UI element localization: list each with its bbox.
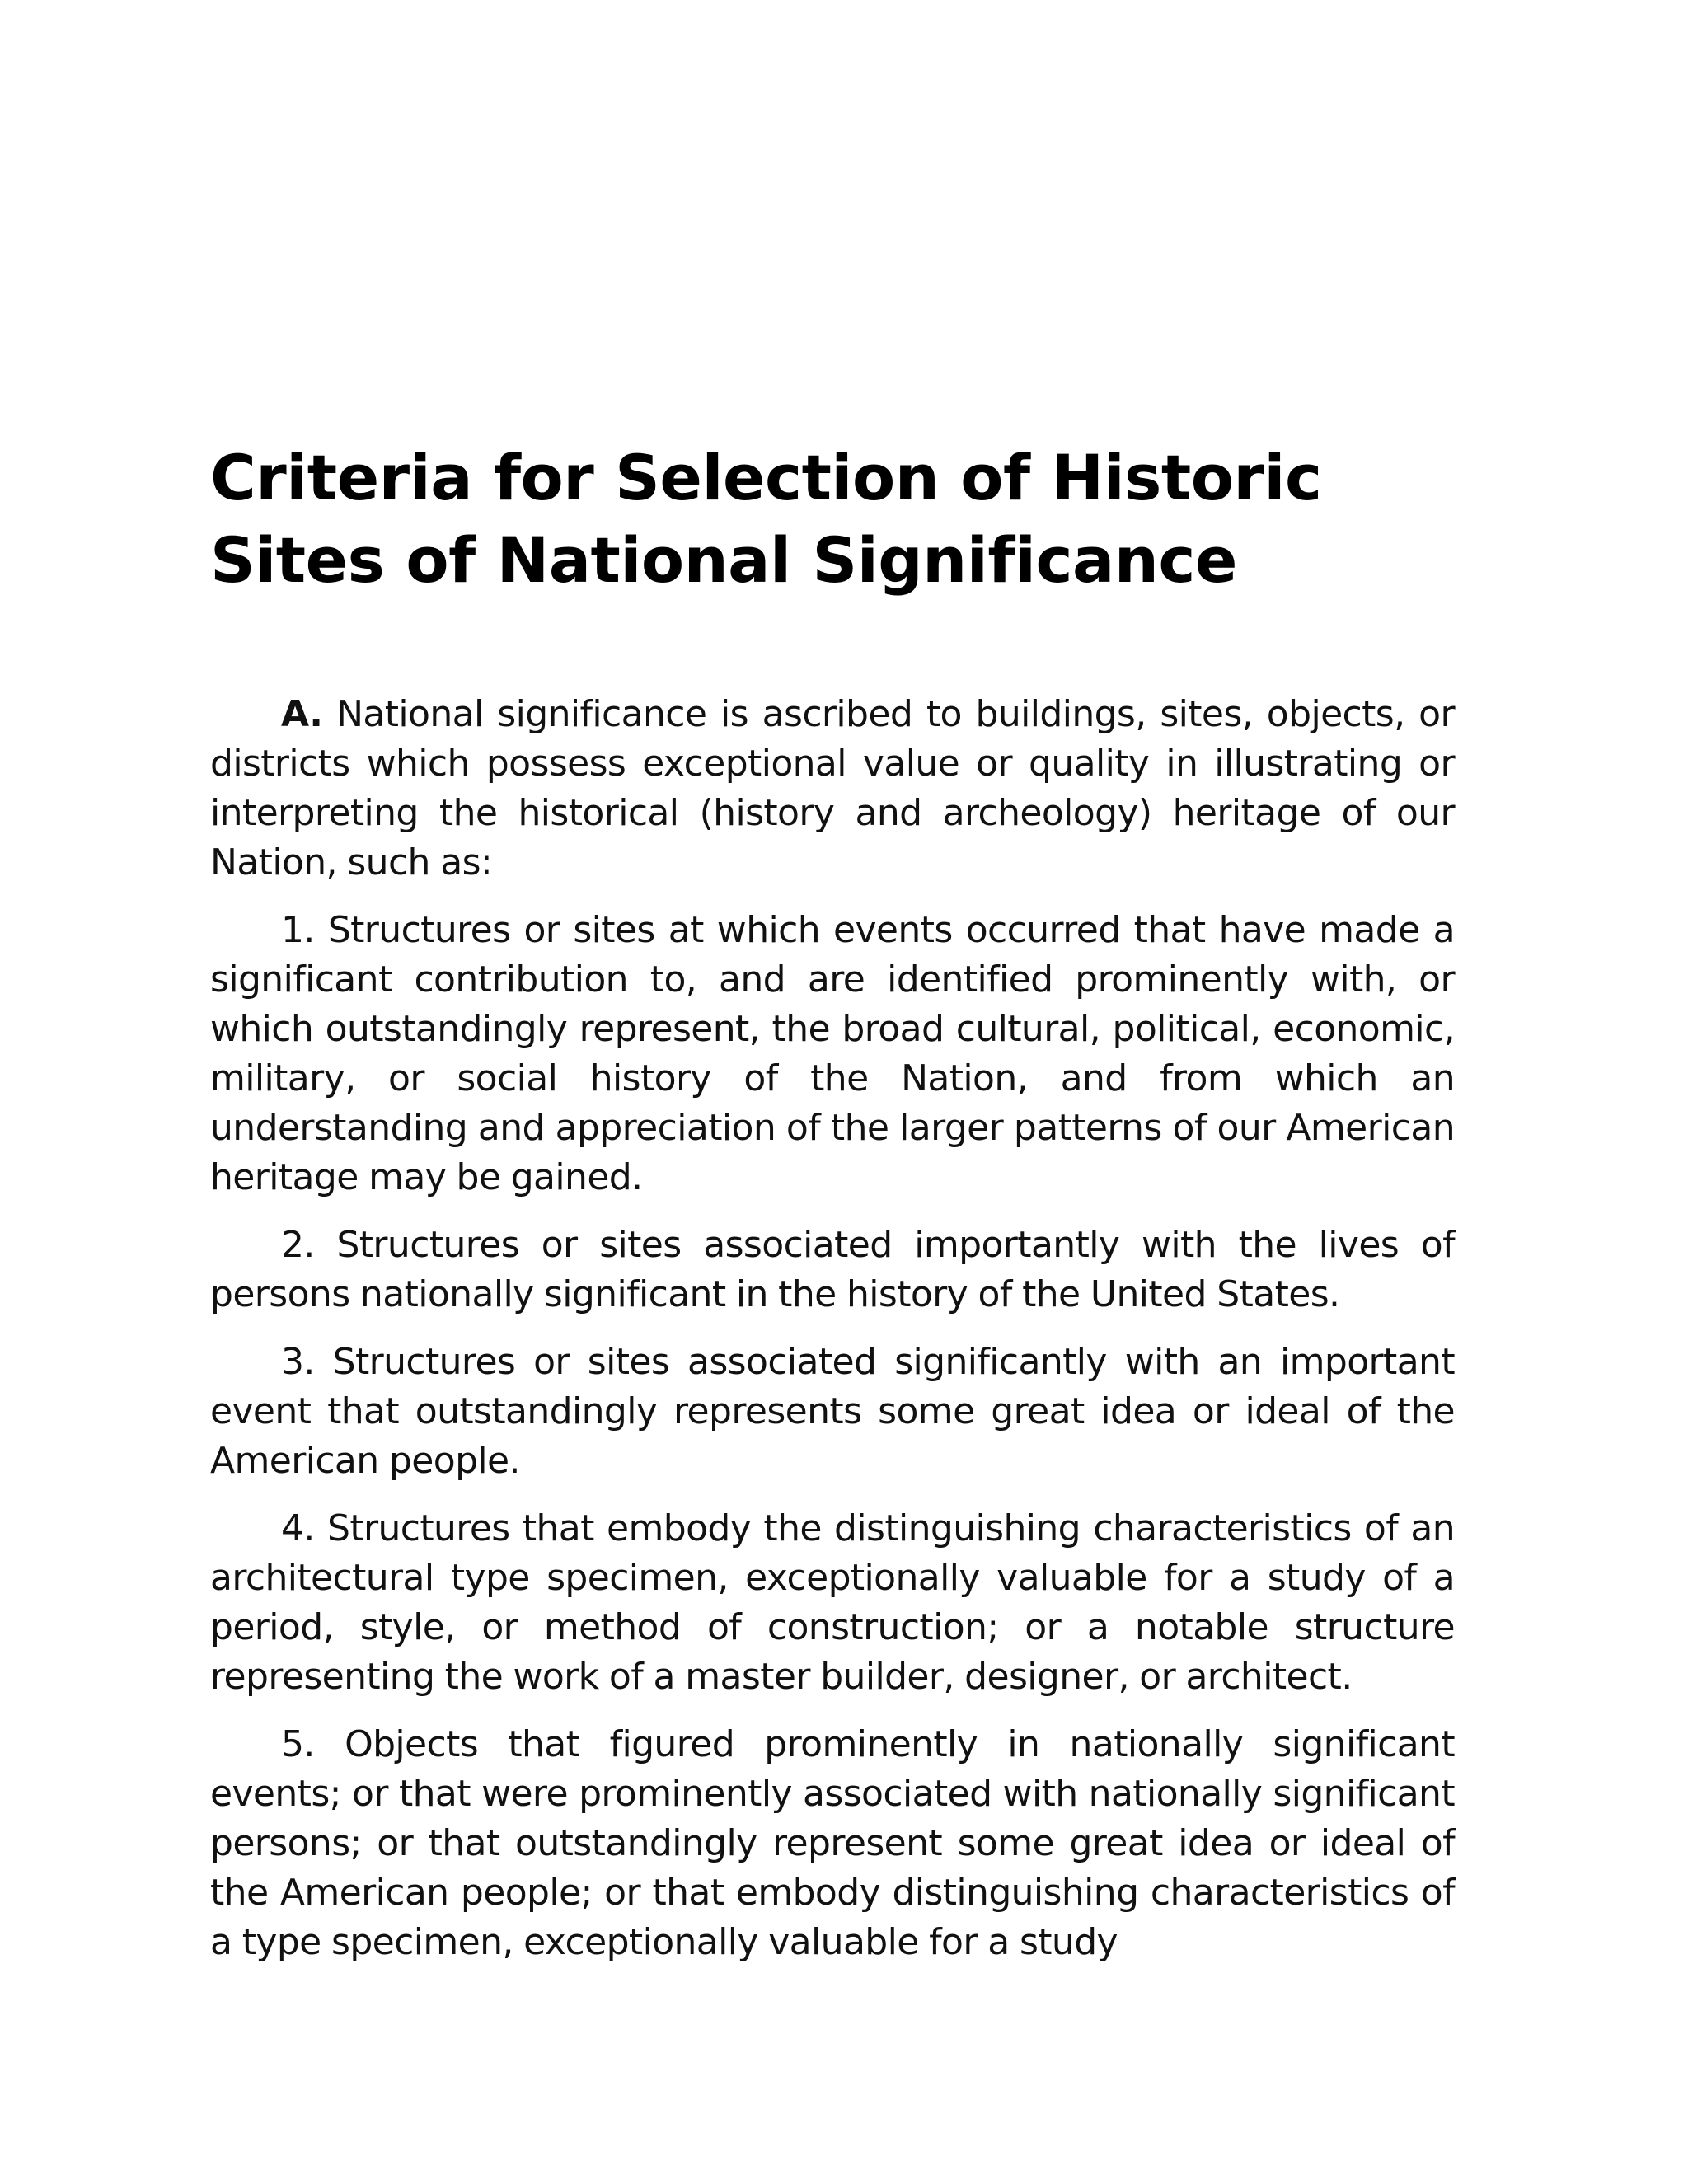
criterion-text: Objects that figured prominently in nationally significant events; or that were prominently associated with nationally significant persons; or that outstandingly represent some great idea or ideal of the American people; or that embody distinguishing characteristics of a type specimen, exceptionally valuable for a study [210,1723,1456,1963]
document-body [210,690,1455,1967]
title-line-1: Criteria for Selection of Historic [210,441,1322,514]
page-title [210,437,1455,602]
criterion-text: Structures or sites associated significantly with an important event that outstandingly represents some great idea or ideal of the American people. [210,1341,1455,1482]
section-marker: A. [281,693,323,735]
criterion-number: 3. [281,1341,315,1383]
criterion-4 [210,1504,1455,1702]
criterion-text: Structures that embody the distinguishing characteristics of an architectural type specimen, exceptionally valuable for a study of a period, style, or method of construction; or a notable structure representing the work of a master builder, designer, or architect. [210,1507,1455,1698]
criterion-text: Structures or sites at which events occurred that have made a significant contribution to, and are identified prominently with, or which outstandingly represent, the broad cultural, political, economic, military, or social history of the Nation, and from which an understanding and appreciation of the larger patterns of our American heritage may be gained. [210,909,1455,1198]
criterion-3 [210,1338,1455,1486]
criterion-number: 2. [281,1224,315,1266]
intro-text: National significance is ascribed to buildings, sites, objects, or districts which possess exceptional value or quality in illustrating or interpreting the historical (history and archeology) heritage of our Nation, such as: [210,693,1455,883]
criterion-number: 4. [281,1507,315,1549]
criterion-number: 5. [281,1723,315,1765]
criterion-text: Structures or sites associated importantly with the lives of persons nationally significant in the history of the United States. [210,1224,1456,1315]
criterion-number: 1. [281,909,315,951]
intro-paragraph [210,690,1455,888]
criterion-1 [210,906,1455,1202]
document-page [210,437,1455,1985]
criterion-5 [210,1720,1455,1967]
criterion-2 [210,1221,1455,1319]
title-line-2: Sites of National Significance [210,523,1237,597]
